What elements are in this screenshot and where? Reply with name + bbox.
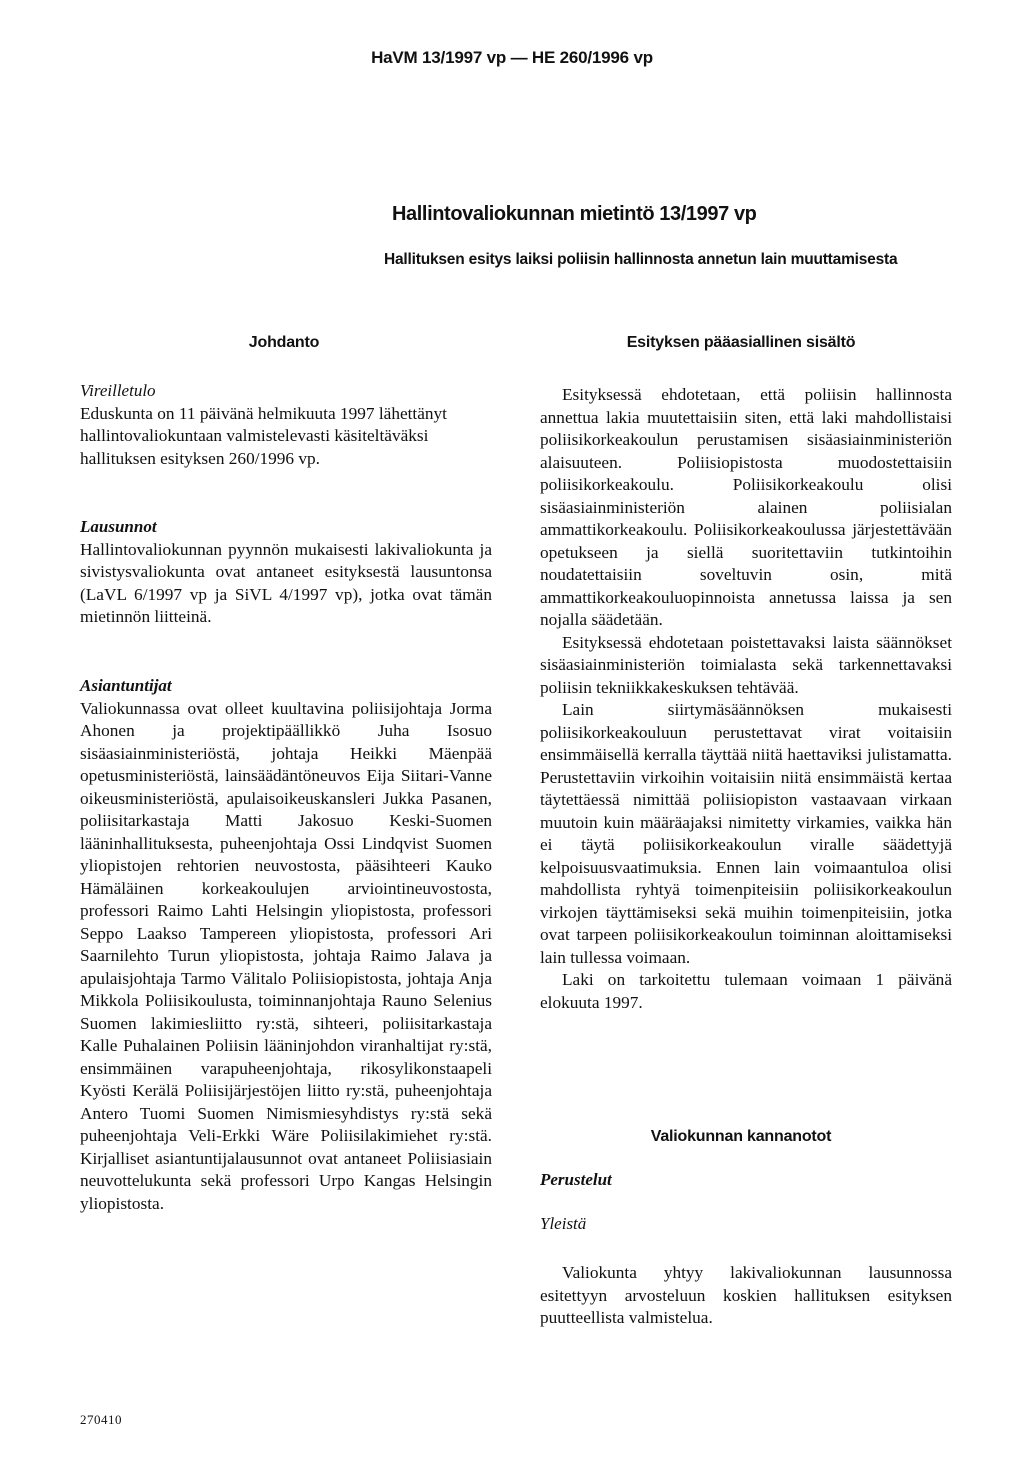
subheading-perustelut: Perustelut: [540, 1170, 612, 1189]
subheading-yleista: Yleistä: [540, 1214, 587, 1233]
subheading-vireilletulo: Vireilletulo: [80, 381, 156, 400]
document-title: Hallintovaliokunnan mietintö 13/1997 vp: [392, 203, 757, 225]
heading-paaasiallinen-sisalto: Esityksen pääasiallinen sisältö: [626, 334, 856, 351]
subheading-lausunnot: Lausunnot: [80, 517, 157, 536]
right-column: [540, 384, 952, 1014]
paragraph-right-4: Laki on tarkoitettu tulemaan voimaan 1 päivänä elokuuta 1997.: [540, 970, 952, 1012]
left-column: [80, 380, 492, 470]
right-column-yleista: [540, 1262, 952, 1330]
heading-valiokunnan-kannanotot: Valiokunnan kannanotot: [650, 1128, 832, 1145]
running-header: HaVM 13/1997 vp — HE 260/1996 vp: [371, 48, 653, 67]
paragraph-right-5: Valiokunta yhtyy lakivaliokunnan lausunnossa esitettyyn arvosteluun koskien hallituksen esityksen puutteellista valmistelua.: [540, 1263, 952, 1327]
subheading-asiantuntijat: Asiantuntijat: [80, 676, 172, 695]
paragraph-right-1: Esityksessä ehdotetaan, että poliisin hallinnosta annettua lakia muutettaisiin siten, että laki mahdollistaisi poliisikorkeakoulun perustamisen sisäasiainministeriön alaisuuteen. Poliisiopistosta muodostettaisiin poliisikorkeakoulu. Poliisikorkeakoulu olisi sisäasiainministeriön alainen poliisialan ammattikorkeakoulu. Poliisikorkeakoulussa järjestettävään opetukseen ja siellä suoritettaviin tutkintoihin noudatettaisiin soveltuvin osin, mitä ammattikorkeakouluopinnoista annetussa laissa ja sen nojalla säädetään.: [540, 385, 952, 629]
heading-johdanto: Johdanto: [248, 334, 320, 351]
left-column-asiantuntijat: [80, 675, 492, 1215]
paragraph-asiantuntijat: Valiokunnassa ovat olleet kuultavina poliisijohtaja Jorma Ahonen ja projektipäällikkö Juha Isosuo sisäasiainministeriöstä, johtaja Heikki Mäenpää opetusministeriöstä, lainsäädäntöneuvos Eija Siitari-Vanne oikeusministeriöstä, apulaisoikeuskansleri Jukka Pasanen, poliisitarkastaja Matti Jakosuo Keski-Suomen lääninhallituksesta, puheenjohtaja Ossi Lindqvist Suomen yliopistojen rehtorien neuvostosta, pääsihteeri Kauko Hämäläinen korkeakoulujen arviointineuvostosta, professori Raimo Lahti Helsingin yliopistosta, professori Seppo Laakso Tampereen yliopistosta, professori Ari Saarnilehto Turun yliopistosta, johtaja Raimo Jalava ja apulaisjohtaja Tarmo Välitalo Poliisiopistosta, johtaja Anja Mikkola Poliisikoulusta, toiminnanjohtaja Rauno Selenius Suomen lakimiesliitto ry:stä, sihteeri, poliisitarkastaja Kalle Puhalainen Poliisin lääninjohdon viranhaltijat ry:stä, ensimmäinen varapuheenjohtaja, rikosylikonstaapeli Kyösti Kerälä Poliisijärjestöjen liitto ry:stä, puheenjohtaja Antero Tuomi Suomen Nimismiesyhdistys ry:stä sekä puheenjohtaja Veli-Erkki Wäre Poliisilakimiehet ry:stä. Kirjalliset asiantuntijalausunnot ovat antaneet Poliisiasiain neuvottelukunta sekä professori Urpo Kangas Helsingin yliopistosta.: [80, 698, 492, 1213]
footer-code: 270410: [80, 1412, 122, 1427]
paragraph-vireilletulo: Eduskunta on 11 päivänä helmikuuta 1997 lähettänyt hallintovaliokuntaan valmistelevasti käsiteltäväksi hallituksen esityksen 260/1996 vp.: [80, 403, 447, 468]
document-subtitle: Hallituksen esitys laiksi poliisin hallinnosta annetun lain muuttamisesta: [384, 251, 898, 268]
paragraph-lausunnot: Hallintovaliokunnan pyynnön mukaisesti lakivaliokunta ja sivistysvaliokunta ovat antaneet esityksestä lausuntonsa (LaVL 6/1997 vp ja SiVL 4/1997 vp), jotka ovat tämän mietinnön liitteinä.: [80, 539, 492, 626]
left-column-lausunnot: [80, 516, 492, 629]
paragraph-right-2: Esityksessä ehdotetaan poistettavaksi laista säännökset sisäasiainministeriön toimialasta sekä tarkennettavaksi poliisin tekniikkakeskuksen tehtävää.: [540, 632, 952, 697]
paragraph-right-3: Lain siirtymäsäännöksen mukaisesti poliisikorkeakouluun perustettavat virat voitaisiin ensimmäisellä kerralla täyttää niitä haettaviksi julistamatta. Perustettaviin virkoihin voitaisiin niitä ensimmäistä kertaa täytettäessä nimittää poliisiopiston vastaavaan virkaan muutoin kuin määräajaksi nimitetty virkamies, vaikka hän ei täytä poliisikorkeakoulun viralle säädettyjä kelpoisuusvaatimuksia. Ennen lain voimaantuloa olisi mahdollista ryhtyä toimenpiteisiin poliisikorkeakoulun virkojen täyttämiseksi sekä muihin toimenpiteisiin, jotka ovat tarpeen poliisikorkeakoulun toiminnan aloittamiseksi lain tullessa voimaan.: [540, 700, 952, 967]
